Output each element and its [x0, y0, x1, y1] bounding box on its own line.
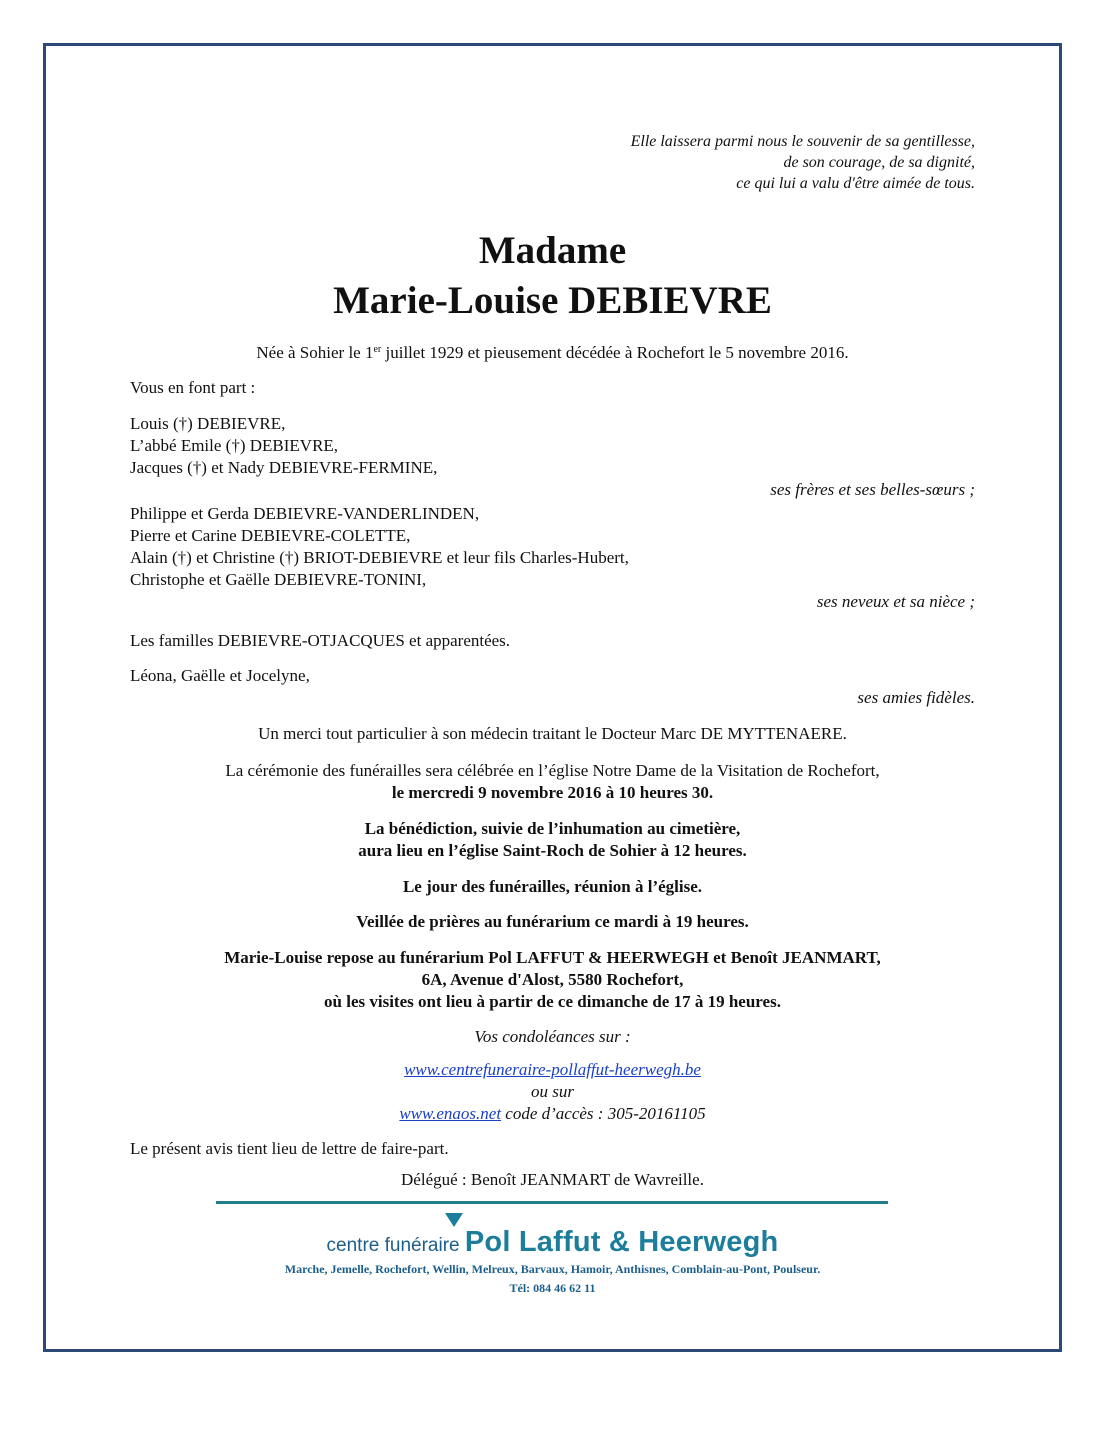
thanks-line: Un merci tout particulier à son médecin traitant le Docteur Marc DE MYTTENAERE. — [258, 724, 847, 743]
footer-divider — [216, 1201, 888, 1204]
logo-phone: Tél: 084 46 62 11 — [509, 1281, 596, 1295]
access-code: code d’accès : 305-20161105 — [501, 1104, 706, 1123]
ceremony-line: La cérémonie des funérailles sera célébrée en l’église Notre Dame de la Visitation de Rochefort, — [225, 761, 880, 780]
epitaph-quote — [631, 131, 975, 194]
blessing-block — [130, 818, 975, 862]
family-line: Philippe et Gerda DEBIEVRE-VANDERLINDEN, — [130, 504, 480, 523]
birth-death-info — [130, 342, 975, 363]
funerarium-visits: où les visites ont lieu à partir de ce dimanche de 17 à 19 heures. — [324, 992, 781, 1011]
families-line: Les familles DEBIEVRE-OTJACQUES et apparentées. — [130, 631, 511, 650]
ceremony-date: le mercredi 9 novembre 2016 à 10 heures 30. — [391, 783, 714, 802]
delegate-line: Délégué : Benoît JEANMART de Wavreille. — [401, 1170, 704, 1189]
blessing-line: aura lieu en l’église Saint-Roch de Sohier à 12 heures. — [358, 841, 747, 860]
friends-label: ses amies fidèles. — [857, 688, 975, 707]
deceased-name-title — [130, 226, 975, 326]
birth-text-1: Née à Sohier le 1 — [256, 343, 374, 362]
family-line: L’abbé Emile (†) DEBIEVRE, — [130, 436, 339, 455]
condolences-label: Vos condoléances sur : — [474, 1027, 631, 1046]
logo-name: Pol Laffut & Heerwegh — [464, 1226, 779, 1258]
siblings-block — [130, 413, 975, 501]
notice-line: Le présent avis tient lieu de lettre de faire-part. — [130, 1139, 449, 1158]
family-line: Alain (†) et Christine (†) BRIOT-DEBIEVRE et leur fils Charles-Hubert, — [130, 548, 629, 567]
family-line: Pierre et Carine DEBIEVRE-COLETTE, — [130, 526, 411, 545]
nephews-block — [130, 503, 975, 613]
logo-subtitle: centre funéraire — [326, 1235, 465, 1256]
birth-text-2: juillet 1929 et pieusement décédée à Rochefort le 5 novembre 2016. — [381, 343, 849, 362]
quote-line: ce qui lui a valu d'être aimée de tous. — [736, 175, 975, 192]
or-text: ou sur — [531, 1082, 574, 1101]
birth-ordinal: er — [373, 344, 382, 355]
funerarium-address: 6A, Avenue d'Alost, 5580 Rochefort, — [421, 970, 684, 989]
funeral-center-link[interactable]: www.centrefuneraire-pollaffut-heerwegh.be — [404, 1060, 701, 1079]
vigil-line: Veillée de prières au funérarium ce mardi à 19 heures. — [356, 912, 749, 931]
friends-block — [130, 665, 975, 709]
quote-line: Elle laissera parmi nous le souvenir de sa gentillesse, — [630, 133, 975, 150]
family-line: Louis (†) DEBIEVRE, — [130, 414, 286, 433]
title-honorific: Madame — [478, 229, 627, 272]
funerarium-line: Marie-Louise repose au funérarium Pol LAFFUT & HEERWEGH et Benoît JEANMART, — [224, 948, 881, 967]
quote-line: de son courage, de sa dignité, — [783, 154, 975, 171]
nephews-label: ses neveux et sa nièce ; — [816, 592, 975, 611]
title-full-name: Marie-Louise DEBIEVRE — [333, 279, 772, 322]
logo-locations: Marche, Jemelle, Rochefort, Wellin, Melreux, Barvaux, Hamoir, Anthisnes, Comblain-au-Pont, Poulseur. — [284, 1262, 821, 1276]
family-line: Christophe et Gaëlle DEBIEVRE-TONINI, — [130, 570, 427, 589]
friends-line: Léona, Gaëlle et Jocelyne, — [130, 666, 310, 685]
blessing-line: La bénédiction, suivie de l’inhumation au cimetière, — [364, 819, 741, 838]
condolences-links — [130, 1059, 975, 1125]
funeral-center-logo — [0, 1226, 1105, 1259]
siblings-label: ses frères et ses belles-sœurs ; — [770, 480, 975, 499]
family-line: Jacques (†) et Nady DEBIEVRE-FERMINE, — [130, 458, 438, 477]
funerarium-block — [130, 947, 975, 1013]
intro-text: Vous en font part : — [130, 378, 256, 397]
ceremony-block — [130, 760, 975, 804]
reunion-line: Le jour des funérailles, réunion à l’église. — [402, 877, 703, 896]
logo-triangle-icon — [445, 1213, 463, 1227]
enaos-link[interactable]: www.enaos.net — [399, 1104, 502, 1123]
